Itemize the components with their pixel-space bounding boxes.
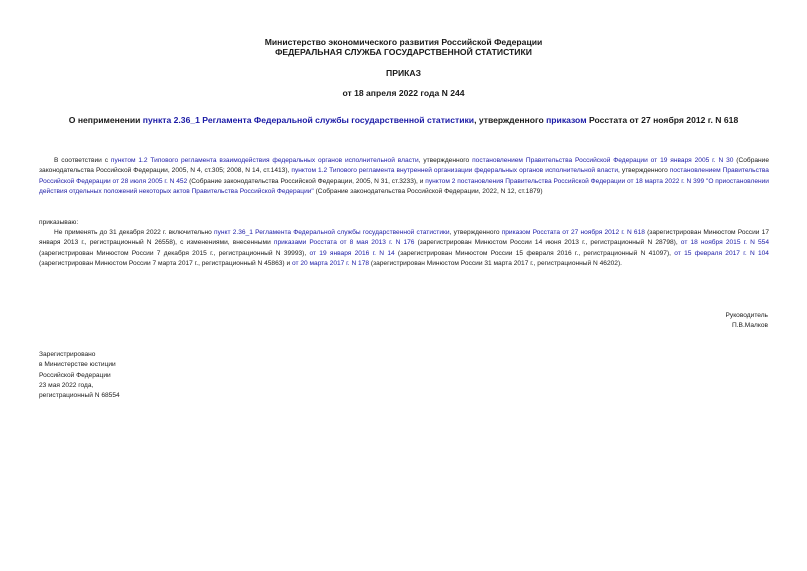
registration-line-3: Российской Федерации: [39, 371, 111, 379]
registration-line-5: регистрационный N 68554: [39, 392, 120, 400]
p2-text-7: (зарегистрирован Минюстом России 7 марта 2017 г., регистрационный N 45863) и: [39, 259, 292, 267]
registration-line-4: 23 мая 2022 года,: [39, 381, 94, 389]
title-text-3: Росстата от 27 ноября 2012 г. N 618: [586, 115, 739, 125]
title-link-order[interactable]: приказом: [546, 115, 587, 125]
paragraph-operative: [39, 228, 769, 269]
p2-text-4: (зарегистрирован Минюстом России 14 июня 2013 г., регистрационный N 28798),: [414, 239, 681, 247]
p1-link-3[interactable]: пунктом 1.2 Типового регламента внутренней организации федеральных органов исполнительной власти: [291, 167, 619, 175]
paragraph-preamble: [39, 156, 769, 197]
p1-text-5: (Собрание законодательства Российской Федерации, 2005, N 31, ст.3233), и: [187, 177, 426, 185]
header-service: ФЕДЕРАЛЬНАЯ СЛУЖБА ГОСУДАРСТВЕННОЙ СТАТИСТИКИ: [275, 47, 532, 57]
p1-link-4[interactable]: постановлением Правительства Российской Федерации от 28 июля 2005 г. N 452: [39, 167, 769, 185]
p1-text-1: В соответствии с: [54, 157, 111, 164]
registration-block: [39, 350, 120, 401]
p1-text-4: , утвержденного: [618, 167, 670, 175]
p2-text-3: (зарегистрирован Минюстом России 17 января 2013 г., регистрационный N 26558), с изменениями, внесенными: [39, 229, 769, 247]
p2-text-6: (зарегистрирован Минюстом России 15 февраля 2016 г., регистрационный N 41097),: [394, 249, 675, 257]
p2-link-3[interactable]: приказами Росстата от 8 мая 2013 г. N 176: [273, 239, 415, 247]
p1-text-3: (Собрание законодательства Российской Федерации, 2005, N 4, ст.305; 2008, N 14, ст.1413),: [39, 157, 770, 175]
title-link-regulation[interactable]: пункта 2.36_1 Регламента Федеральной службы государственной статистики: [142, 115, 475, 125]
p1-text-2: , утвержденного: [418, 157, 473, 164]
title-text-1: О неприменении: [68, 115, 143, 125]
p2-link-1[interactable]: пункт 2.36_1 Регламента Федеральной службы государственной статистики: [214, 229, 450, 236]
p2-link-7[interactable]: от 20 марта 2017 г. N 178: [291, 259, 370, 267]
document-title: [0, 115, 807, 126]
registration-line-2: в Министерстве юстиции: [39, 361, 116, 369]
title-text-2: , утвержденного: [474, 115, 547, 125]
header-date-number: от 18 апреля 2022 года N 244: [342, 88, 465, 98]
p2-text-5: (зарегистрирован Минюстом России 7 декабря 2015 г., регистрационный N 39993),: [39, 249, 310, 257]
p2-link-5[interactable]: от 19 января 2016 г. N 14: [309, 249, 395, 257]
p1-text-6: (Собрание законодательства Российской Федерации, 2022, N 12, ст.1879): [313, 187, 543, 195]
signature-role: Руководитель: [725, 312, 768, 319]
p2-text-2: , утвержденного: [449, 229, 502, 236]
p2-link-4[interactable]: от 18 ноября 2015 г. N 554: [680, 239, 769, 247]
signature-name: П.В.Малков: [731, 322, 768, 329]
header-doc-type: ПРИКАЗ: [386, 68, 421, 78]
p2-link-2[interactable]: приказом Росстата от 27 ноября 2012 г. N 618: [501, 229, 645, 236]
paragraph-prikazyvayu: приказываю:: [39, 219, 79, 226]
p2-link-6[interactable]: от 15 февраля 2017 г. N 104: [674, 249, 769, 257]
p1-link-1[interactable]: пунктом 1.2 Типового регламента взаимодействия федеральных органов исполнительной власти: [110, 157, 419, 164]
p2-text-1: Не применять до 31 декабря 2022 г. включительно: [54, 229, 215, 236]
p2-text-8: (зарегистрирован Минюстом России 31 марта 2017 г., регистрационный N 46202).: [369, 259, 622, 267]
p1-link-2[interactable]: постановлением Правительства Российской Федерации от 19 января 2005 г. N 30: [472, 157, 734, 164]
header-ministry: Министерство экономического развития Российской Федерации: [264, 37, 543, 47]
registration-line-1: Зарегистрировано: [39, 351, 96, 358]
p1-link-5[interactable]: пунктом 2 постановления Правительства Российской Федерации от 18 марта 2022 г. N 399 "О приостановлении действия отдельных положений некоторых актов Правительства Российской Федерации": [39, 177, 769, 195]
